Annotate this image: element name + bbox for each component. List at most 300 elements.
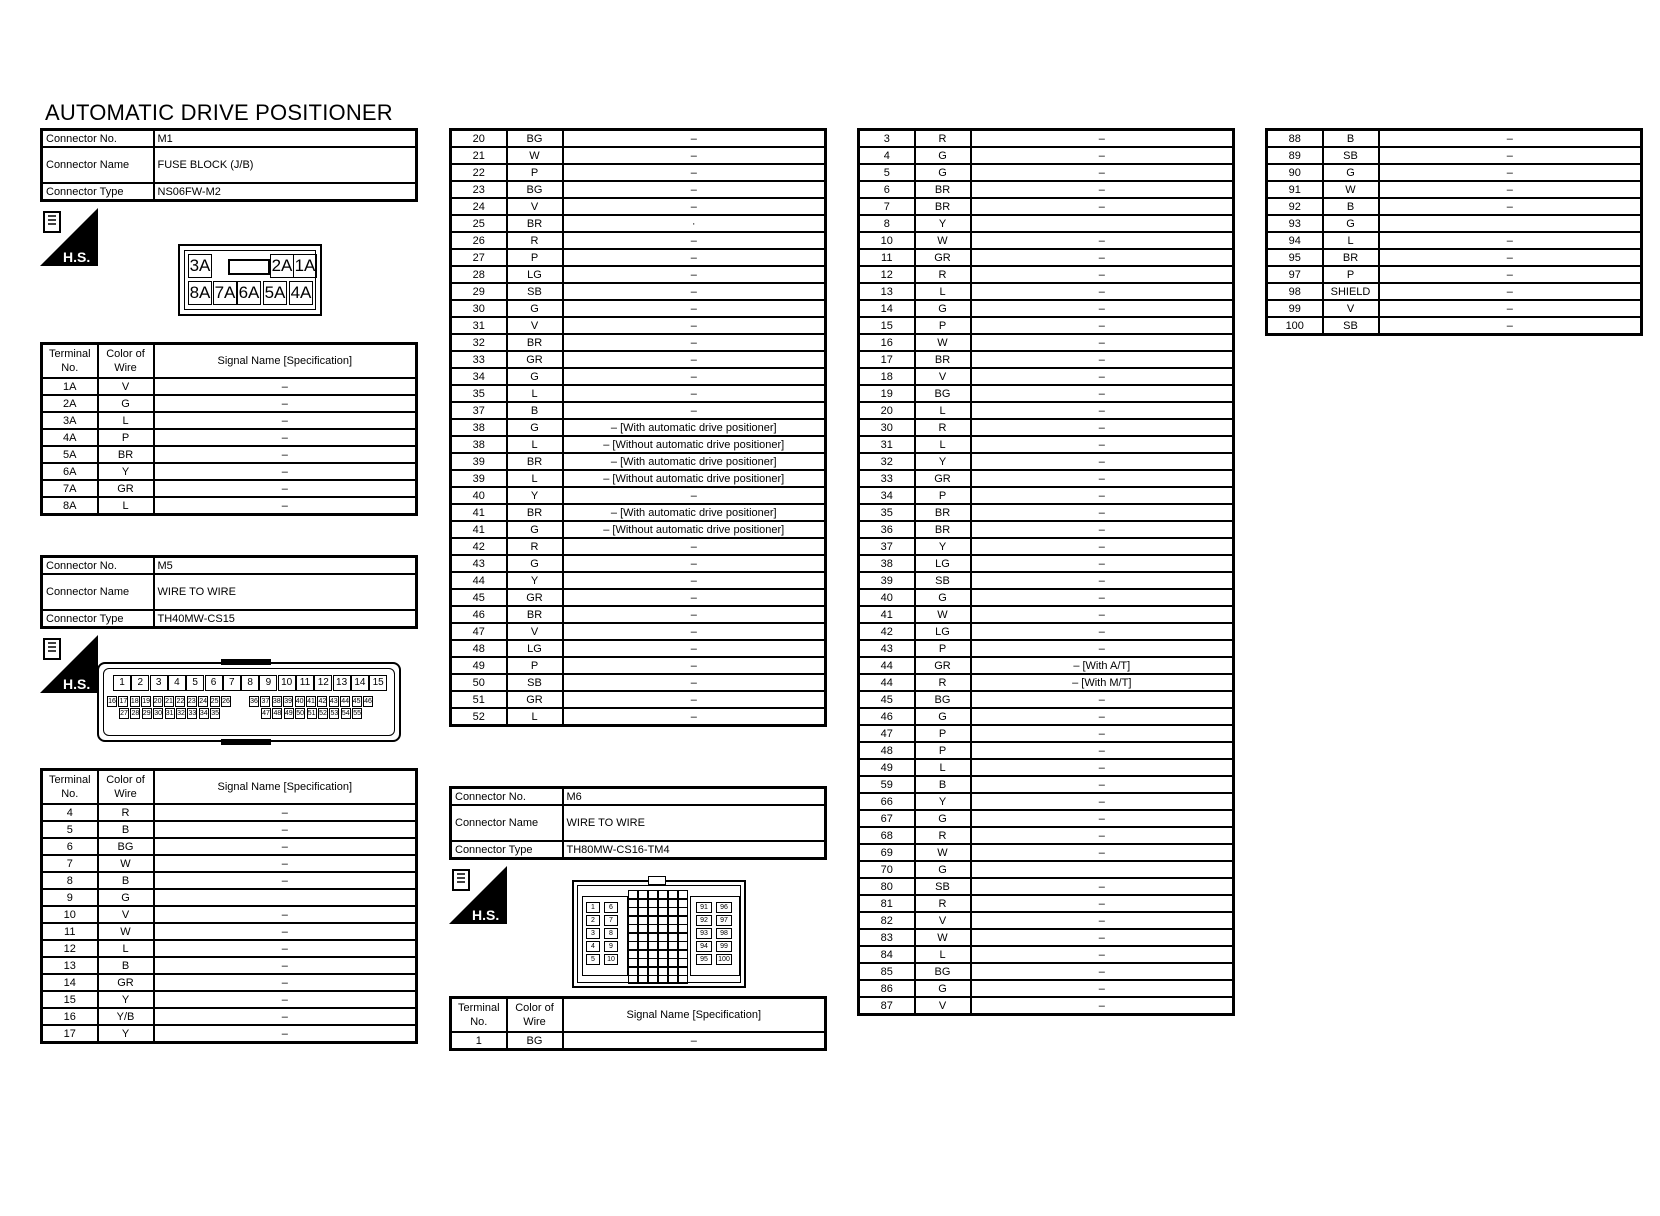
signal-name: –: [971, 470, 1234, 487]
wire-color: B: [507, 402, 563, 419]
signal-name: –: [563, 317, 826, 334]
table-row: [42, 429, 417, 446]
terminal-no: 16: [859, 334, 915, 351]
signal-name: –: [971, 708, 1234, 725]
signal-name: –: [563, 572, 826, 589]
wire-color: V: [915, 997, 971, 1015]
signal-name: –: [971, 572, 1234, 589]
table-row: [859, 640, 1234, 657]
table-row: [42, 838, 417, 855]
signal-name: –: [971, 334, 1234, 351]
m5-connector-info: [40, 555, 418, 629]
wire-color: R: [915, 130, 971, 148]
table-row: [42, 923, 417, 940]
pin-cavity: 5: [186, 675, 204, 691]
terminal-no: 93: [1267, 215, 1323, 232]
terminal-no: 83: [859, 929, 915, 946]
terminal-no: 14: [859, 300, 915, 317]
signal-name: –: [154, 957, 417, 974]
table-row: [859, 130, 1234, 148]
table-row: [451, 640, 826, 657]
table-row: [859, 963, 1234, 980]
header-terminal: Terminal No.: [42, 770, 98, 805]
connector-type: TH40MW-CS15: [154, 610, 417, 628]
pin-cavity: [628, 975, 638, 984]
signal-name: –: [563, 300, 826, 317]
table-row: [1267, 249, 1642, 266]
pin-cavity: 9: [259, 675, 277, 691]
terminal-no: 34: [451, 368, 507, 385]
terminal-no: 86: [859, 980, 915, 997]
terminal-no: 41: [859, 606, 915, 623]
wire-color: BR: [507, 504, 563, 521]
terminal-no: 94: [1267, 232, 1323, 249]
wire-color: P: [507, 164, 563, 181]
table-row: [859, 589, 1234, 606]
signal-name: –: [971, 402, 1234, 419]
pin-cavity: 5: [586, 954, 600, 965]
terminal-no: 4: [859, 147, 915, 164]
signal-name: –: [563, 589, 826, 606]
wire-color: SB: [507, 674, 563, 691]
signal-name: –: [563, 232, 826, 249]
wire-color: G: [915, 980, 971, 997]
pin-cavity: 94: [696, 941, 712, 952]
table-row: [859, 385, 1234, 402]
table-row: [1267, 164, 1642, 181]
pin-cavity: [658, 975, 668, 984]
terminal-no: 11: [42, 923, 98, 940]
pin-cavity: 2: [131, 675, 149, 691]
terminal-no: 49: [451, 657, 507, 674]
terminal-no: 18: [859, 368, 915, 385]
terminal-no: 13: [859, 283, 915, 300]
signal-name: –: [971, 776, 1234, 793]
terminal-no: 28: [451, 266, 507, 283]
terminal-no: 19: [859, 385, 915, 402]
terminal-no: 45: [451, 589, 507, 606]
pin-cavity: 31: [165, 710, 174, 717]
table-row: [451, 181, 826, 198]
terminal-no: 43: [859, 640, 915, 657]
wire-color: P: [915, 317, 971, 334]
terminal-no: 38: [451, 419, 507, 436]
wire-color: G: [915, 708, 971, 725]
signal-name: –: [971, 963, 1234, 980]
pin-cavity: 22: [176, 698, 185, 705]
wire-color: R: [507, 538, 563, 555]
wire-color: GR: [98, 480, 154, 497]
wire-color: GR: [915, 470, 971, 487]
terminal-no: 100: [1267, 317, 1323, 335]
table-row: [451, 708, 826, 726]
terminal-no: 42: [451, 538, 507, 555]
signal-name: –: [971, 946, 1234, 963]
pin-cavity: 19: [142, 698, 151, 705]
signal-name: –: [1379, 164, 1642, 181]
wire-color: V: [915, 368, 971, 385]
signal-name: –: [971, 623, 1234, 640]
wire-color: W: [98, 923, 154, 940]
cavity: 3A: [188, 254, 212, 278]
pin-cavity: 13: [333, 675, 351, 691]
table-row: [859, 215, 1234, 232]
pin-cavity: 96: [716, 902, 732, 913]
pin-cavity: 51: [307, 710, 316, 717]
pin-cavity: 52: [319, 710, 327, 717]
pin-cavity: 43: [329, 698, 338, 705]
pin-cavity: 95: [696, 954, 712, 965]
pin-cavity: [648, 975, 658, 984]
signal-name: –: [1379, 130, 1642, 148]
pin-cavity: 27: [120, 710, 128, 717]
pin-cavity: 17: [119, 698, 128, 705]
terminal-no: 12: [859, 266, 915, 283]
table-row: [859, 827, 1234, 844]
signal-name: –: [971, 980, 1234, 997]
table-row: [859, 606, 1234, 623]
terminal-no: 25: [451, 215, 507, 232]
signal-name: – [With automatic drive positioner]: [563, 504, 826, 521]
signal-name: –: [154, 480, 417, 497]
harness-side-icon: [40, 635, 98, 693]
table-row: [1267, 232, 1642, 249]
table-row: [859, 147, 1234, 164]
wire-color: V: [507, 198, 563, 215]
wire-color: L: [915, 402, 971, 419]
wire-color: W: [98, 855, 154, 872]
terminal-no: 67: [859, 810, 915, 827]
terminal-no: 31: [451, 317, 507, 334]
wire-color: Y: [98, 991, 154, 1008]
wire-color: Y: [507, 572, 563, 589]
wire-color: L: [1323, 232, 1379, 249]
terminal-no: 39: [859, 572, 915, 589]
terminal-no: 5: [42, 821, 98, 838]
signal-name: –: [1379, 181, 1642, 198]
pin-cavity: 1: [113, 675, 131, 691]
wire-color: G: [507, 555, 563, 572]
terminal-no: 7: [42, 855, 98, 872]
table-row: [1267, 215, 1642, 232]
signal-name: –: [971, 538, 1234, 555]
pin-cavity: 6: [604, 902, 618, 913]
terminal-no: 33: [859, 470, 915, 487]
terminal-no: 85: [859, 963, 915, 980]
terminal-no: 88: [1267, 130, 1323, 148]
wire-color: Y: [915, 215, 971, 232]
signal-name: –: [971, 232, 1234, 249]
signal-name: –: [563, 708, 826, 726]
header-color: Color of Wire: [98, 344, 154, 379]
signal-name: – [Without automatic drive positioner]: [563, 436, 826, 453]
m5-terminal-table: [40, 768, 418, 1044]
signal-name: –: [971, 164, 1234, 181]
terminal-no: 95: [1267, 249, 1323, 266]
signal-name: –: [154, 1008, 417, 1025]
terminal-no: 30: [451, 300, 507, 317]
pin-cavity: 4: [168, 675, 186, 691]
terminal-no: 22: [451, 164, 507, 181]
terminal-no: 6: [859, 181, 915, 198]
signal-name: –: [563, 351, 826, 368]
terminal-no: 68: [859, 827, 915, 844]
table-row: [42, 821, 417, 838]
table-row: [451, 657, 826, 674]
signal-name: –: [971, 317, 1234, 334]
signal-name: –: [971, 997, 1234, 1015]
wire-color: SB: [1323, 147, 1379, 164]
signal-name: –: [971, 878, 1234, 895]
terminal-no: 35: [451, 385, 507, 402]
wire-color: Y: [98, 463, 154, 480]
table-row: [451, 623, 826, 640]
terminal-no: 6: [42, 838, 98, 855]
signal-name: –: [971, 640, 1234, 657]
header-color: Color of Wire: [507, 998, 563, 1033]
table-row: [42, 480, 417, 497]
terminal-no: 89: [1267, 147, 1323, 164]
table-row: [859, 283, 1234, 300]
signal-name: –: [563, 385, 826, 402]
signal-name: –: [971, 453, 1234, 470]
signal-name: –: [971, 895, 1234, 912]
pin-cavity: 12: [314, 675, 332, 691]
wire-color: W: [915, 606, 971, 623]
cavity: 6A: [237, 281, 261, 305]
terminal-no: 3: [859, 130, 915, 148]
signal-name: –: [154, 412, 417, 429]
table-row: [42, 889, 417, 906]
wire-color: L: [915, 436, 971, 453]
wire-color: BR: [915, 181, 971, 198]
table-row: [859, 844, 1234, 861]
terminal-no: 15: [859, 317, 915, 334]
table-row: [451, 674, 826, 691]
terminal-no: 20: [859, 402, 915, 419]
table-row: [42, 1025, 417, 1043]
wire-color: L: [98, 412, 154, 429]
wire-color: P: [915, 487, 971, 504]
wire-color: BG: [915, 691, 971, 708]
signal-name: –: [154, 1025, 417, 1043]
signal-name: –: [971, 385, 1234, 402]
terminal-no: 12: [42, 940, 98, 957]
wire-color: GR: [507, 351, 563, 368]
terminal-no: 2A: [42, 395, 98, 412]
table-row: [451, 555, 826, 572]
signal-name: –: [971, 198, 1234, 215]
wire-color: G: [1323, 215, 1379, 232]
wire-color: GR: [915, 657, 971, 674]
wire-color: B: [1323, 130, 1379, 148]
signal-name: –: [154, 821, 417, 838]
signal-name: –: [563, 147, 826, 164]
wire-color: SHIELD: [1323, 283, 1379, 300]
wire-color: G: [507, 419, 563, 436]
signal-name: –: [154, 940, 417, 957]
wire-color: BR: [507, 215, 563, 232]
pin-cavity: 99: [716, 941, 732, 952]
table-row: [451, 419, 826, 436]
terminal-no: 52: [451, 708, 507, 726]
wire-color: BR: [507, 334, 563, 351]
table-row: [451, 521, 826, 538]
table-row: [42, 872, 417, 889]
table-row: [859, 759, 1234, 776]
table-row: [1267, 181, 1642, 198]
pin-cavity: 10: [278, 675, 296, 691]
signal-name: –: [971, 555, 1234, 572]
terminal-no: 26: [451, 232, 507, 249]
latch: [228, 259, 270, 275]
signal-name: –: [563, 657, 826, 674]
wire-color: V: [507, 317, 563, 334]
pin-cavity: 47: [262, 710, 270, 717]
terminal-no: 47: [859, 725, 915, 742]
signal-name: [154, 889, 417, 906]
signal-name: –: [154, 838, 417, 855]
signal-name: –: [971, 589, 1234, 606]
wire-color: BG: [507, 130, 563, 148]
wire-color: P: [507, 657, 563, 674]
terminal-no: 14: [42, 974, 98, 991]
terminal-no: 38: [451, 436, 507, 453]
wire-color: W: [915, 844, 971, 861]
signal-name: –: [971, 691, 1234, 708]
table-row: [42, 957, 417, 974]
terminal-no: 8: [42, 872, 98, 889]
cavity: 8A: [188, 281, 212, 305]
wire-color: BG: [915, 385, 971, 402]
pin-cavity: 20: [153, 698, 162, 705]
signal-name: –: [563, 164, 826, 181]
terminal-no: 4: [42, 804, 98, 821]
m6-connector-info: [449, 786, 827, 860]
table-row: [1267, 317, 1642, 335]
table-row: [451, 691, 826, 708]
signal-name: –: [563, 249, 826, 266]
table-row: [859, 929, 1234, 946]
signal-name: –: [971, 521, 1234, 538]
terminal-no: 87: [859, 997, 915, 1015]
wire-color: G: [507, 368, 563, 385]
table-row: [859, 691, 1234, 708]
table-row: [859, 249, 1234, 266]
pin-cavity: 49: [284, 710, 293, 717]
header-terminal: Terminal No.: [42, 344, 98, 379]
table-row: [42, 991, 417, 1008]
terminal-no: 69: [859, 844, 915, 861]
table-row: [859, 164, 1234, 181]
terminal-no: 27: [451, 249, 507, 266]
cavity: 5A: [263, 281, 287, 305]
table-row: [859, 810, 1234, 827]
wire-color: Y/B: [98, 1008, 154, 1025]
table-row: [859, 997, 1234, 1015]
table-row: [859, 555, 1234, 572]
signal-name: – [Without automatic drive positioner]: [563, 470, 826, 487]
table-row: [859, 572, 1234, 589]
signal-name: –: [971, 368, 1234, 385]
signal-name: – [Without automatic drive positioner]: [563, 521, 826, 538]
terminal-no: 23: [451, 181, 507, 198]
wire-color: G: [915, 164, 971, 181]
terminal-no: 37: [451, 402, 507, 419]
label: Connector Name: [42, 574, 154, 610]
terminal-no: 90: [1267, 164, 1323, 181]
signal-name: –: [154, 906, 417, 923]
wire-color: R: [915, 827, 971, 844]
wire-color: W: [915, 232, 971, 249]
pin-cavity: 3: [586, 928, 600, 939]
terminal-no: 99: [1267, 300, 1323, 317]
header-signal: Signal Name [Specification]: [563, 998, 826, 1033]
m5-terminal-table-continued: [449, 128, 827, 727]
pin-cavity: 7: [223, 675, 241, 691]
table-row: [451, 266, 826, 283]
pin-cavity: 6: [205, 675, 223, 691]
terminal-no: 44: [859, 657, 915, 674]
terminal-no: 44: [859, 674, 915, 691]
signal-name: –: [563, 181, 826, 198]
terminal-no: 45: [859, 691, 915, 708]
wire-color: L: [98, 940, 154, 957]
pin-cavity: 45: [352, 698, 361, 705]
wire-color: BG: [507, 1032, 563, 1050]
label: Connector Type: [42, 183, 154, 201]
connector-no: M6: [563, 788, 826, 806]
terminal-no: 82: [859, 912, 915, 929]
table-row: [859, 793, 1234, 810]
pin-cavity: 34: [199, 710, 208, 717]
terminal-no: 38: [859, 555, 915, 572]
signal-name: –: [971, 436, 1234, 453]
pin-cavity: 2: [586, 915, 600, 926]
terminal-no: 44: [451, 572, 507, 589]
signal-name: –: [971, 266, 1234, 283]
pin-cavity: 33: [188, 710, 197, 717]
table-row: [859, 725, 1234, 742]
table-row: [451, 130, 826, 148]
signal-name: –: [563, 283, 826, 300]
table-row: [859, 912, 1234, 929]
signal-name: – [With automatic drive positioner]: [563, 453, 826, 470]
pin-cavity: 46: [364, 698, 372, 705]
connector-type: TH80MW-CS16-TM4: [563, 841, 826, 859]
hs-label: H.S.: [63, 676, 91, 692]
table-row: [859, 232, 1234, 249]
signal-name: –: [971, 810, 1234, 827]
signal-name: –: [971, 147, 1234, 164]
table-row: [859, 521, 1234, 538]
terminal-no: 17: [859, 351, 915, 368]
terminal-no: 48: [451, 640, 507, 657]
terminal-no: 37: [859, 538, 915, 555]
pin-cavity: 48: [273, 710, 282, 717]
signal-name: –: [154, 446, 417, 463]
table-row: [859, 266, 1234, 283]
pin-cavity: 97: [716, 915, 732, 926]
pin-cavity: 1: [586, 902, 600, 913]
terminal-no: 1A: [42, 378, 98, 395]
signal-name: –: [154, 872, 417, 889]
wire-color: W: [1323, 181, 1379, 198]
pin-cavity: 18: [130, 698, 139, 705]
terminal-no: 7A: [42, 480, 98, 497]
signal-name: –: [971, 793, 1234, 810]
signal-name: –: [971, 606, 1234, 623]
